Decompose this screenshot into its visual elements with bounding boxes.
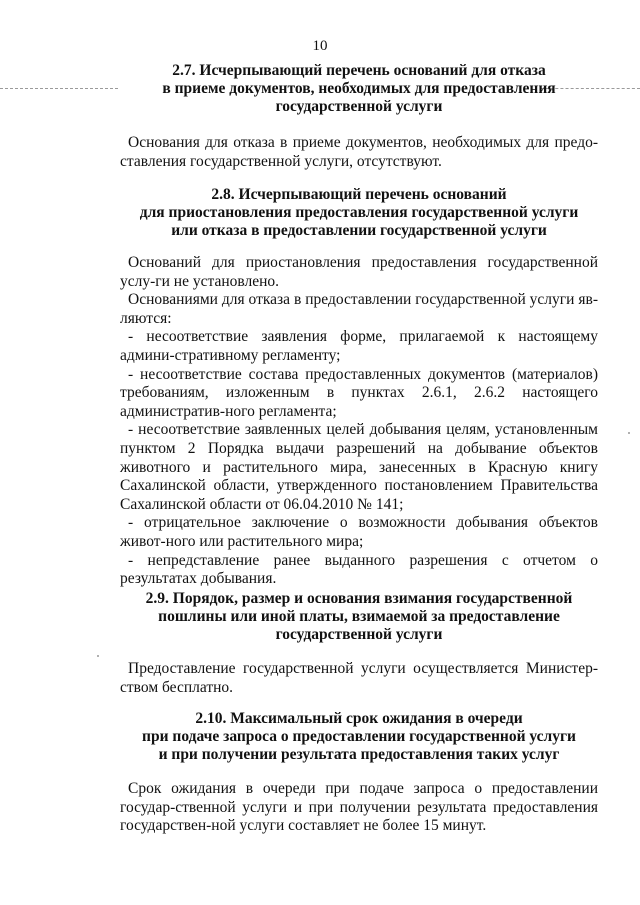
heading-line: 2.8. Исчерпывающий перечень оснований bbox=[211, 186, 507, 203]
scan-speck bbox=[628, 432, 630, 434]
section-2-9-heading bbox=[120, 590, 598, 644]
section-2-8-heading bbox=[120, 186, 598, 240]
section-2-10-body bbox=[120, 780, 598, 836]
heading-line: или отказа в предоставлении государственной услуги bbox=[171, 222, 547, 239]
list-item: - непредставление ранее выданного разрешения с отчетом о результатах добывания. bbox=[120, 551, 598, 588]
section-2-9-body bbox=[120, 660, 598, 697]
scan-artifact-line-left bbox=[0, 88, 118, 89]
paragraph: Срок ожидания в очереди при подаче запроса о предоставлении государ-ственной услуги и при получении результата предоставления государствен-ной услуги составляет не более 15 минут. bbox=[120, 780, 598, 835]
heading-line: 2.10. Максимальный срок ожидания в очереди bbox=[195, 710, 523, 727]
section-2-7-body bbox=[120, 134, 598, 171]
heading-line: и при получении результата предоставления таких услуг bbox=[158, 746, 560, 763]
paragraph: Основания для отказа в приеме документов, необходимых для предо-ставления государственной услуги, отсутствуют. bbox=[120, 134, 598, 170]
heading-line: при подаче запроса о предоставлении государственной услуги bbox=[142, 728, 576, 745]
page-number: 10 bbox=[312, 38, 328, 54]
paragraph: Предоставление государственной услуги осуществляется Министер-ством бесплатно. bbox=[120, 660, 598, 696]
heading-line: 2.9. Порядок, размер и основания взимания государственной bbox=[145, 590, 573, 607]
heading-line: в приеме документов, необходимых для предоставления bbox=[162, 80, 556, 97]
list-item: - несоответствие заявления форме, прилагаемой к настоящему админи-стративному регламенту; bbox=[120, 328, 598, 364]
list-item: - несоответствие заявленных целей добывания целям, установленным пунктом 2 Порядка выдачи разрешений на добывание объектов животного и растительного мира, занесенных в Красную книгу Сахалинской области, утвержденного постановлением Правительства Сахалинской области от 06.04.2010 № 141; bbox=[120, 421, 598, 513]
heading-line: 2.7. Исчерпывающий перечень оснований для отказа bbox=[172, 62, 546, 79]
heading-line: государственной услуги bbox=[275, 98, 443, 115]
heading-line: государственной услуги bbox=[275, 626, 443, 643]
paragraph: Основаниями для отказа в предоставлении государственной услуги яв-ляются: bbox=[120, 291, 598, 327]
scan-speck bbox=[97, 655, 99, 657]
heading-line: пошлины или иной платы, взимаемой за предоставление bbox=[158, 608, 560, 625]
section-2-10-heading bbox=[120, 710, 598, 764]
section-2-8-body bbox=[120, 254, 598, 589]
paragraph: Оснований для приостановления предоставления государственной услу-ги не установлено. bbox=[120, 254, 598, 290]
section-2-7-heading bbox=[120, 62, 598, 116]
heading-line: для приостановления предоставления государственной услуги bbox=[139, 204, 579, 221]
list-item: - несоответствие состава предоставленных документов (материалов) требованиям, изложенным в пунктах 2.6.1, 2.6.2 настоящего административ-ного регламента; bbox=[120, 365, 598, 420]
list-item: - отрицательное заключение о возможности добывания объектов живот-ного или растительного мира; bbox=[120, 514, 598, 550]
